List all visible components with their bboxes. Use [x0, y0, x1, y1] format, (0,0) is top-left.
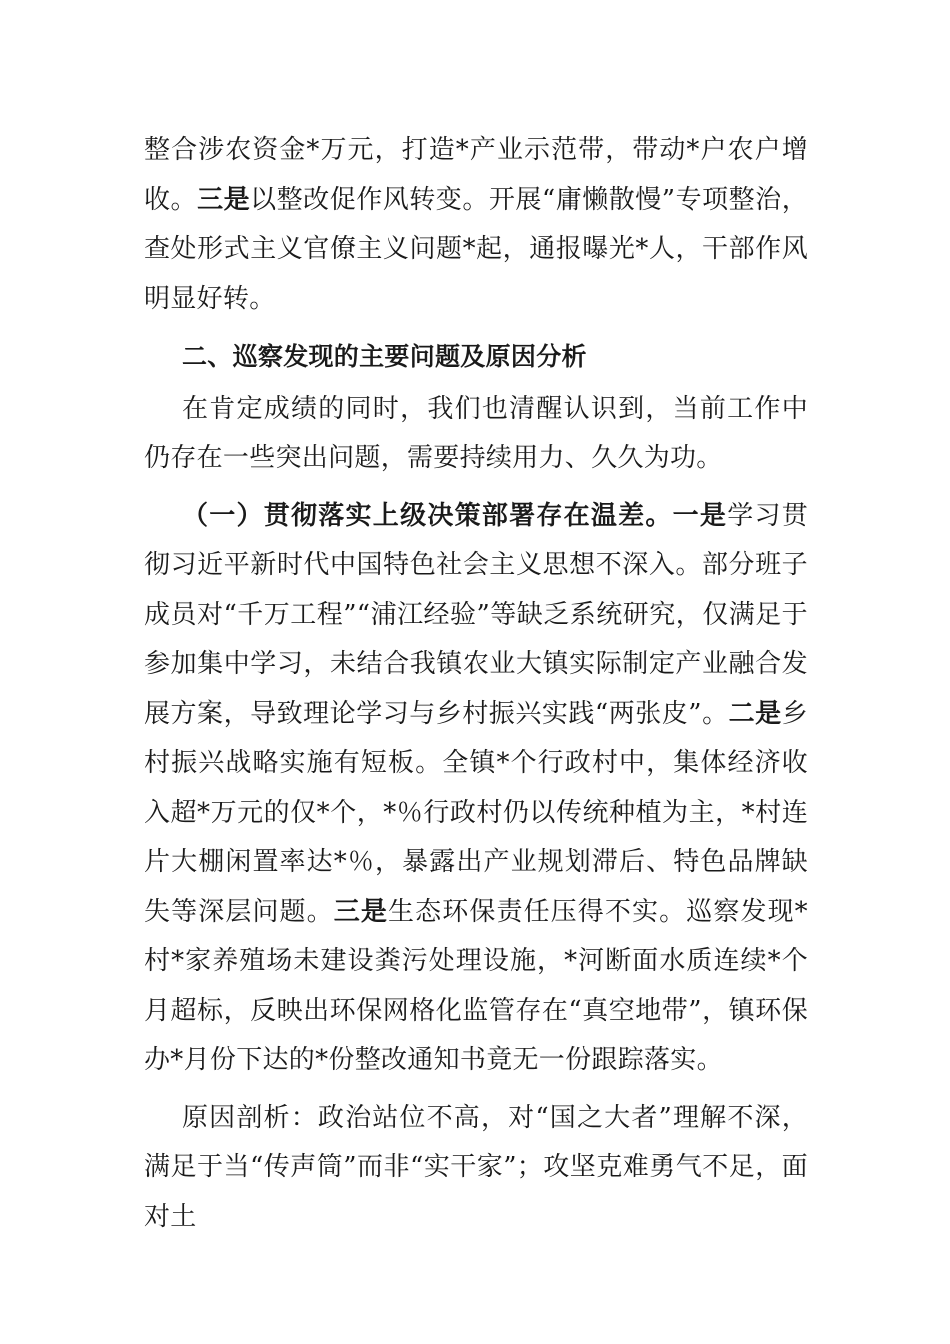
paragraph-3	[144, 492, 808, 1086]
document-page	[144, 126, 808, 1242]
paragraph-3-point-3-label: 三是	[333, 896, 389, 927]
paragraph-3-point-1-text: 学习贯彻习近平新时代中国特色社会主义思想不深入。部分班子成员对“千万工程”“浦江经验”等缺乏系统研究，仅满足于参加集中学习，未结合我镇农业大镇实际制定产业融合发展方案，导致理论学习与乡村振兴实践“两张皮”。	[144, 500, 809, 729]
paragraph-2: 在肯定成绩的同时，我们也清醒认识到，当前工作中仍存在一些突出问题，需要持续用力、久久为功。	[144, 393, 808, 473]
paragraph-4: 原因剖析：政治站位不高，对“国之大者”理解不深，满足于当“传声筒”而非“实干家”；攻坚克难勇气不足，面对土	[144, 1102, 808, 1232]
paragraph-1	[144, 126, 808, 324]
paragraph-3-point-1-label: 一是	[672, 500, 728, 531]
paragraph-3-lead-heading: （一）贯彻落实上级决策部署存在温差。	[182, 500, 673, 531]
paragraph-3-point-3-text: 生态环保责任压得不实。巡察发现*村*家养殖场未建设粪污处理设施，*河断面水质连续*个月超标，反映出环保网格化监管存在“真空地带”，镇环保办*月份下达的*份整改通知书竟无一份跟踪落实。	[144, 896, 808, 1075]
section-heading: 二、巡察发现的主要问题及原因分析	[182, 342, 587, 371]
paragraph-3-point-2-text: 乡村振兴战略实施有短板。全镇*个行政村中，集体经济收入超*万元的仅*个，*％行政村仍以传统种植为主，*村连片大棚闲置率达*％，暴露出产业规划滞后、特色品牌缺失等深层问题。	[144, 698, 809, 927]
paragraph-1-text-cont: 以整改促作风转变。开展“庸懒散慢”专项整治，查处形式主义官僚主义问题*起，通报曝光*人，干部作风明显好转。	[144, 184, 809, 314]
paragraph-3-point-2-label: 二是	[728, 698, 782, 729]
paragraph-1-text: 整合涉农资金*万元，打造*产业示范带，带动*户农户增收。	[144, 135, 808, 215]
paragraph-1-bold-lead: 三是	[197, 184, 251, 215]
